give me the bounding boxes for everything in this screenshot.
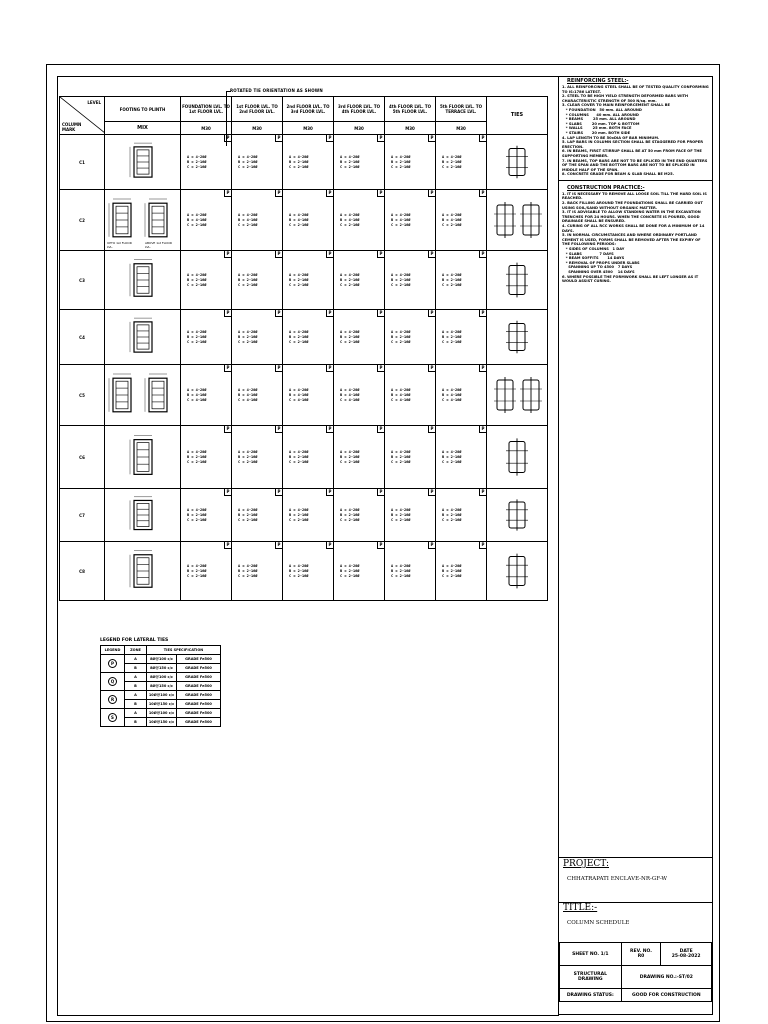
reinforcement-cell: [181, 489, 232, 542]
corner-level-label: LEVEL: [87, 100, 101, 105]
column-section-drawing: [105, 251, 181, 310]
tie-legend-tag: P: [377, 135, 384, 142]
tie-detail-drawing: [487, 542, 548, 601]
reinforcement-cell: [334, 135, 385, 190]
reinforcement-cell: [385, 365, 436, 426]
legend-symbol: [101, 655, 125, 673]
reinforcement-text: A = 4-20Ø B = 2-16Ø C = 2-16Ø: [442, 272, 462, 287]
tie-legend-tag: P: [224, 365, 231, 372]
tie-legend-tag: P: [326, 251, 333, 258]
reinforcement-cell: [232, 310, 283, 365]
tie-legend-tag: P: [275, 542, 282, 549]
column-section-drawing: [105, 135, 181, 190]
reinforcement-cell: [283, 310, 334, 365]
reinforcement-text: A = 4-20Ø B = 4-16Ø C = 4-16Ø: [340, 387, 360, 402]
reinforcement-cell: [232, 251, 283, 310]
structural-drawing-label: STRUCTURAL DRAWING: [560, 966, 622, 989]
reinforcement-cell: [436, 251, 487, 310]
reinforcement-text: A = 4-20Ø B = 2-16Ø C = 2-16Ø: [289, 154, 309, 169]
tie-legend-tag: P: [326, 426, 333, 433]
reinforcement-cell: [334, 310, 385, 365]
legend-cell: 8Ø@100 c/c: [147, 655, 177, 664]
legend-cell: 10Ø@150 c/c: [147, 718, 177, 727]
tie-legend-tag: P: [326, 190, 333, 197]
tie-legend-tag: P: [275, 251, 282, 258]
reinforcement-cell: [283, 190, 334, 251]
header-col-3: 2nd FLOOR LVL. TO 3rd FLOOR LVL.: [283, 97, 334, 122]
reinforcement-text: A = 4-20Ø B = 2-16Ø C = 2-16Ø: [187, 329, 207, 344]
reinforcement-text: A = 4-20Ø B = 4-16Ø C = 2-16Ø: [340, 212, 360, 227]
header-sub-1: M30: [181, 122, 232, 135]
reinforcement-cell: [436, 426, 487, 489]
tie-legend-tag: P: [377, 365, 384, 372]
tie-legend-tag: P: [224, 251, 231, 258]
tie-legend-tag: P: [275, 489, 282, 496]
reinforcement-text: A = 4-20Ø B = 2-16Ø C = 2-16Ø: [442, 507, 462, 522]
reinforcement-text: A = 4-20Ø B = 2-16Ø C = 2-16Ø: [238, 563, 258, 578]
tie-orientation-callout: ROTATED TIE ORIENTATION AS SHOWN: [230, 88, 323, 93]
schedule-row: [60, 542, 548, 601]
reinforcement-cell: [436, 365, 487, 426]
tie-legend-tag: P: [326, 542, 333, 549]
tie-legend-tag: P: [377, 426, 384, 433]
tie-legend-tag: P: [224, 135, 231, 142]
tie-legend-tag: P: [224, 542, 231, 549]
column-mark: C2: [60, 190, 105, 251]
header-col-7: TIES: [487, 97, 548, 135]
project-section: [559, 858, 712, 903]
reinforcing-steel-notes: 1. ALL REINFORCING STEEL SHALL BE OF TESTED QUALITY CONFORMING TO IS:1786 LATEST. 2. STEEL TO BE HIGH YIELD STRENGTH DEFORMED BARS WITH CHARACTERISTIC STRENGTH OF 500 N/sq. mm. 3. CLEAR COVER TO MAIN REINFORCEMENT SHALL BE * FOUNDATION 50 mm. ALL AROUND * COLUMNS 40 mm. ALL AROUND * BEAMS 25 mm. ALL AROUND * SLABS 20 mm. TOP & BOTTOM * WALLS 25 mm. BOTH FACE * STAIRS 20 mm. BOTH SIDE 4. LAP LENGTH TO BE 50xDIA OF BAR MINIMUM. 5. LAP BARS IN COLUMN SECTION SHALL BE STAGGERED FOR PROPER ERECTION. 6. IN BEAMS, FIRST STIRRUP SHALL BE AT 50 mm FROM FACE OF THE SUPPORTING MEMBER. 7. IN BEAMS, TOP BARS ARE NOT TO BE SPLICED IN THE END QUARTERS OF THE SPAN AND THE BOTTOM BARS ARE NOT TO BE SPLICED IN MIDDLE HALF OF THE SPAN. 8. CONCRETE GRADE FOR BEAM & SLAB SHALL BE M25.: [562, 85, 709, 177]
c2-note-lower: UPTO 1st FLOOR LVL.: [107, 241, 132, 249]
reinforcement-text: A = 4-20Ø B = 2-16Ø C = 2-16Ø: [391, 329, 411, 344]
reinforcement-text: A = 4-20Ø B = 2-16Ø C = 2-16Ø: [238, 507, 258, 522]
reinforcement-cell: [436, 135, 487, 190]
reinforcement-text: A = 4-20Ø B = 2-16Ø C = 2-16Ø: [340, 507, 360, 522]
legend-header: LEGEND: [101, 646, 125, 655]
tie-detail-drawing: [487, 489, 548, 542]
legend-cell: A: [125, 691, 147, 700]
drawing-title: COLUMN SCHEDULE: [567, 920, 630, 926]
tie-legend-tag: P: [275, 365, 282, 372]
header-sub-0: MIX: [105, 122, 181, 135]
reinforcement-text: A = 4-20Ø B = 2-16Ø C = 2-16Ø: [187, 563, 207, 578]
reinforcement-text: A = 4-20Ø B = 4-16Ø C = 2-16Ø: [187, 212, 207, 227]
tie-legend-tag: P: [224, 190, 231, 197]
legend-cell: GRADE Fe500: [177, 673, 221, 682]
reinforcement-cell: [181, 190, 232, 251]
tie-legend-tag: P: [428, 310, 435, 317]
project-label: PROJECT:: [563, 859, 609, 869]
tie-legend-tag: P: [428, 365, 435, 372]
title-block: [558, 857, 713, 1015]
tie-detail-drawing: [487, 365, 548, 426]
tie-legend-tag: P: [428, 190, 435, 197]
reinforcement-cell: [385, 426, 436, 489]
legend-cell: 8Ø@150 c/c: [147, 664, 177, 673]
reinforcement-cell: [181, 310, 232, 365]
legend-title: LEGEND FOR LATERAL TIES: [100, 638, 169, 643]
reinforcement-text: A = 4-20Ø B = 2-16Ø C = 2-16Ø: [391, 449, 411, 464]
tie-detail-drawing: [487, 190, 548, 251]
reinforcement-cell: [385, 190, 436, 251]
date-label: DATE: [679, 949, 693, 954]
reinforcement-cell: [181, 251, 232, 310]
project-name: CHHATRAPATI ENCLAVE-NR-GF-W: [567, 876, 668, 882]
reinforcement-text: A = 4-20Ø B = 2-16Ø C = 2-16Ø: [289, 329, 309, 344]
reinforcement-text: A = 4-20Ø B = 2-16Ø C = 2-16Ø: [238, 154, 258, 169]
header-sub-4: M30: [334, 122, 385, 135]
legend-cell: GRADE Fe500: [177, 709, 221, 718]
legend-cell: GRADE Fe500: [177, 718, 221, 727]
tie-legend-tag: P: [275, 310, 282, 317]
reinforcement-cell: [334, 542, 385, 601]
tie-legend-tag: P: [326, 365, 333, 372]
lateral-ties-legend: [100, 645, 221, 727]
reinforcement-text: A = 4-20Ø B = 2-16Ø C = 2-16Ø: [187, 154, 207, 169]
reinforcement-cell: [385, 251, 436, 310]
reinforcement-text: A = 4-20Ø B = 2-16Ø C = 2-16Ø: [187, 507, 207, 522]
column-section-drawing: [105, 190, 181, 251]
header-sub-5: M30: [385, 122, 436, 135]
legend-row: [101, 691, 221, 700]
reinforcement-text: A = 4-20Ø B = 2-16Ø C = 2-16Ø: [289, 507, 309, 522]
drawing-status-value: GOOD FOR CONSTRUCTION: [621, 989, 711, 1002]
legend-header: TIES SPECIFICATION: [147, 646, 221, 655]
reinforcement-cell: [334, 251, 385, 310]
reinforcement-text: A = 4-20Ø B = 2-16Ø C = 2-16Ø: [238, 272, 258, 287]
legend-row: [101, 655, 221, 664]
tie-detail-drawing: [487, 251, 548, 310]
legend-cell: 10Ø@100 c/c: [147, 691, 177, 700]
construction-practice-heading: CONSTRUCTION PRACTICE:-: [567, 184, 645, 191]
reinforcement-text: A = 4-20Ø B = 4-16Ø C = 2-16Ø: [442, 212, 462, 227]
reinforcement-cell: [181, 426, 232, 489]
corner-column-mark-label: COLUMN MARK: [62, 122, 82, 132]
c2-note-upper: ABOVE 1st FLOOR LVL.: [145, 241, 172, 249]
reinforcement-text: A = 4-20Ø B = 2-16Ø C = 2-16Ø: [442, 329, 462, 344]
reinforcing-steel-heading: REINFORCING STEEL:-: [567, 78, 629, 84]
reinforcement-cell: [181, 135, 232, 190]
legend-cell: GRADE Fe500: [177, 655, 221, 664]
reinforcement-text: A = 4-20Ø B = 4-16Ø C = 4-16Ø: [187, 387, 207, 402]
header-sub-2: M30: [232, 122, 283, 135]
legend-cell: GRADE Fe500: [177, 664, 221, 673]
legend-symbol: [101, 709, 125, 727]
legend-cell: GRADE Fe500: [177, 691, 221, 700]
drawing-status-label: DRAWING STATUS:: [560, 989, 622, 1002]
reinforcement-cell: [232, 190, 283, 251]
general-notes-panel: [558, 76, 713, 858]
tie-legend-tag: P: [479, 310, 486, 317]
reinforcement-cell: [334, 426, 385, 489]
reinforcement-text: A = 4-20Ø B = 4-16Ø C = 2-16Ø: [391, 212, 411, 227]
reinforcement-text: A = 4-20Ø B = 4-16Ø C = 2-16Ø: [289, 212, 309, 227]
reinforcement-cell: [385, 542, 436, 601]
reinforcement-cell: [283, 135, 334, 190]
legend-symbol-circle: R: [108, 695, 117, 704]
tie-legend-tag: P: [275, 426, 282, 433]
tie-legend-tag: P: [428, 135, 435, 142]
legend-symbol-circle: S: [108, 713, 117, 722]
tie-legend-tag: P: [479, 365, 486, 372]
schedule-row: [60, 365, 548, 426]
reinforcement-text: A = 4-20Ø B = 2-16Ø C = 2-16Ø: [238, 329, 258, 344]
reinforcement-cell: [436, 190, 487, 251]
legend-cell: 10Ø@100 c/c: [147, 709, 177, 718]
reinforcement-text: A = 4-20Ø B = 2-16Ø C = 2-16Ø: [340, 329, 360, 344]
title-block-grid: [559, 942, 712, 1002]
legend-symbol-circle: P: [108, 659, 117, 668]
legend-cell: B: [125, 664, 147, 673]
tie-legend-tag: P: [428, 251, 435, 258]
reinforcement-cell: [385, 310, 436, 365]
reinforcement-cell: [385, 135, 436, 190]
schedule-row: [60, 190, 548, 251]
header-sub-6: M30: [436, 122, 487, 135]
reinforcement-cell: [334, 489, 385, 542]
legend-row: [101, 673, 221, 682]
legend-cell: B: [125, 682, 147, 691]
legend-cell: 8Ø@150 c/c: [147, 682, 177, 691]
reinforcement-text: A = 4-20Ø B = 2-16Ø C = 2-16Ø: [391, 154, 411, 169]
legend-cell: B: [125, 718, 147, 727]
header-col-2: 1st FLOOR LVL. TO 2nd FLOOR LVL.: [232, 97, 283, 122]
tie-legend-tag: P: [326, 489, 333, 496]
reinforcement-cell: [232, 365, 283, 426]
column-mark: C3: [60, 251, 105, 310]
column-mark: C8: [60, 542, 105, 601]
header-sub-3: M30: [283, 122, 334, 135]
reinforcement-text: A = 4-20Ø B = 4-16Ø C = 4-16Ø: [391, 387, 411, 402]
construction-practice-notes: 1. IT IS NECESSARY TO REMOVE ALL LOOSE SOIL TILL THE HARD SOIL IS REACHED. 2. BACK FILLING AROUND THE FOUNDATIONS SHALL BE CARRIED OUT USING SOIL/SAND WITHOUT ORGANIC MATTER. 3. IT IS ADVISABLE TO ALLOW STANDING WATER IN THE EXCAVATION TRENCHES FOR 24 HOURS. WHEN THE CONCRETE IS POURED, GOOD DRAINAGE SHALL BE ENSURED. 4. CURING OF ALL RCC WORKS SHALL BE DONE FOR A MINIMUM OF 14 DAYS. 5. IN NORMAL CIRCUMSTANCES AND WHERE ORDINARY PORTLAND CEMENT IS USED, FORMS SHALL BE REMOVED AFTER THE EXPIRY OF THE FOLLOWING PERIODS: * SIDES OF COLUMNS 1 DAY * SLABS 7 DAYS * BEAM SOFFITS 14 DAYS * REMOVAL OF PROPS UNDER SLABS SPANNING UP TO 4500 7 DAYS SPANNING OVER 4500 14 DAYS 6. WHERE POSSIBLE THE FORMWORK SHALL BE LEFT LONGER AS IT WOULD ASSIST CURING.: [562, 191, 707, 284]
legend-cell: B: [125, 700, 147, 709]
legend-symbol: [101, 691, 125, 709]
reinforcement-text: A = 4-20Ø B = 2-16Ø C = 2-16Ø: [187, 272, 207, 287]
reinforcement-text: A = 4-20Ø B = 2-16Ø C = 2-16Ø: [238, 449, 258, 464]
tie-detail-drawing: [487, 135, 548, 190]
schedule-row: [60, 426, 548, 489]
notes-divider: [559, 180, 712, 181]
tie-legend-tag: P: [479, 542, 486, 549]
header-col-0: FOOTING TO PLINTH: [105, 97, 181, 122]
reinforcement-cell: [283, 251, 334, 310]
header-col-4: 3rd FLOOR LVL. TO 4th FLOOR LVL.: [334, 97, 385, 122]
legend-cell: A: [125, 709, 147, 718]
legend-cell: A: [125, 673, 147, 682]
column-section-drawing: [105, 489, 181, 542]
rev-label: REV. NO.: [630, 949, 652, 954]
legend-symbol-circle: Q: [108, 677, 117, 686]
reinforcement-cell: [283, 365, 334, 426]
tie-legend-tag: P: [377, 251, 384, 258]
legend-cell: GRADE Fe500: [177, 700, 221, 709]
schedule-row: [60, 135, 548, 190]
legend-row: [101, 709, 221, 718]
reinforcement-cell: [181, 542, 232, 601]
title-section: [559, 902, 712, 943]
reinforcement-cell: [436, 542, 487, 601]
reinforcement-cell: [334, 365, 385, 426]
reinforcement-cell: [232, 489, 283, 542]
tie-legend-tag: P: [428, 542, 435, 549]
reinforcement-text: A = 4-20Ø B = 2-16Ø C = 2-16Ø: [340, 154, 360, 169]
date-cell: [661, 943, 712, 966]
legend-cell: A: [125, 655, 147, 664]
column-section-drawing: [105, 365, 181, 426]
reinforcement-text: A = 4-20Ø B = 2-16Ø C = 2-16Ø: [289, 449, 309, 464]
reinforcement-cell: [283, 489, 334, 542]
column-mark: C1: [60, 135, 105, 190]
column-mark: C6: [60, 426, 105, 489]
rev-number: R0: [637, 954, 645, 959]
reinforcement-cell: [232, 135, 283, 190]
reinforcement-text: A = 4-20Ø B = 2-16Ø C = 2-16Ø: [391, 507, 411, 522]
reinforcement-cell: [181, 365, 232, 426]
reinforcement-text: A = 4-20Ø B = 2-16Ø C = 2-16Ø: [442, 563, 462, 578]
revision-cell: [621, 943, 661, 966]
legend-cell: 8Ø@100 c/c: [147, 673, 177, 682]
tie-legend-tag: P: [377, 310, 384, 317]
tie-legend-tag: P: [377, 489, 384, 496]
schedule-row: [60, 489, 548, 542]
column-mark: C5: [60, 365, 105, 426]
tie-legend-tag: P: [428, 489, 435, 496]
header-col-1: FOUNDATION LVL. TO 1st FLOOR LVL.: [181, 97, 232, 122]
reinforcement-cell: [385, 489, 436, 542]
reinforcement-cell: [436, 310, 487, 365]
column-mark: C7: [60, 489, 105, 542]
reinforcement-cell: [334, 190, 385, 251]
tie-legend-tag: P: [224, 310, 231, 317]
tie-legend-tag: P: [326, 310, 333, 317]
reinforcement-text: A = 4-20Ø B = 2-16Ø C = 2-16Ø: [340, 272, 360, 287]
reinforcement-text: A = 4-20Ø B = 2-16Ø C = 2-16Ø: [442, 449, 462, 464]
legend-header: ZONE: [125, 646, 147, 655]
schedule-row: [60, 251, 548, 310]
reinforcement-cell: [283, 426, 334, 489]
tie-detail-drawing: [487, 426, 548, 489]
reinforcement-text: A = 4-20Ø B = 2-16Ø C = 2-16Ø: [391, 563, 411, 578]
reinforcement-cell: [232, 542, 283, 601]
drawing-number: DRAWING NO.:-ST/02: [621, 966, 711, 989]
legend-symbol: [101, 673, 125, 691]
tie-legend-tag: P: [428, 426, 435, 433]
tie-legend-tag: P: [275, 135, 282, 142]
schedule-row: [60, 310, 548, 365]
title-label: TITLE:-: [563, 903, 598, 913]
reinforcement-text: A = 4-20Ø B = 4-16Ø C = 4-16Ø: [442, 387, 462, 402]
tie-legend-tag: P: [377, 190, 384, 197]
sheet-number: SHEET NO. 1/1: [560, 943, 622, 966]
tie-legend-tag: P: [479, 135, 486, 142]
column-mark: C4: [60, 310, 105, 365]
reinforcement-cell: [232, 426, 283, 489]
column-section-drawing: [105, 426, 181, 489]
reinforcement-text: A = 4-20Ø B = 4-16Ø C = 4-16Ø: [238, 387, 258, 402]
tie-legend-tag: P: [326, 135, 333, 142]
corner-cell: [60, 97, 105, 135]
reinforcement-cell: [436, 489, 487, 542]
header-col-5: 4th FLOOR LVL. TO 5th FLOOR LVL.: [385, 97, 436, 122]
column-section-drawing: [105, 310, 181, 365]
tie-legend-tag: P: [377, 542, 384, 549]
reinforcement-text: A = 4-20Ø B = 2-16Ø C = 2-16Ø: [391, 272, 411, 287]
reinforcement-text: A = 4-20Ø B = 2-16Ø C = 2-16Ø: [340, 449, 360, 464]
reinforcement-text: A = 4-20Ø B = 4-16Ø C = 2-16Ø: [238, 212, 258, 227]
tie-legend-tag: P: [479, 251, 486, 258]
header-col-6: 5th FLOOR LVL. TO TERRACE LVL.: [436, 97, 487, 122]
tie-legend-tag: P: [224, 426, 231, 433]
date-value: 25-08-2022: [671, 954, 701, 959]
tie-detail-drawing: [487, 310, 548, 365]
tie-legend-tag: P: [479, 489, 486, 496]
column-schedule-table: [59, 96, 548, 601]
column-section-drawing: [105, 542, 181, 601]
reinforcement-cell: [283, 542, 334, 601]
reinforcement-text: A = 4-20Ø B = 2-16Ø C = 2-16Ø: [340, 563, 360, 578]
legend-cell: GRADE Fe500: [177, 682, 221, 691]
reinforcement-text: A = 4-20Ø B = 2-16Ø C = 2-16Ø: [442, 154, 462, 169]
tie-legend-tag: P: [479, 190, 486, 197]
tie-legend-tag: P: [224, 489, 231, 496]
reinforcement-text: A = 4-20Ø B = 4-16Ø C = 4-16Ø: [289, 387, 309, 402]
tie-legend-tag: P: [275, 190, 282, 197]
reinforcement-text: A = 4-20Ø B = 2-16Ø C = 2-16Ø: [187, 449, 207, 464]
reinforcement-text: A = 4-20Ø B = 2-16Ø C = 2-16Ø: [289, 272, 309, 287]
reinforcement-text: A = 4-20Ø B = 2-16Ø C = 2-16Ø: [289, 563, 309, 578]
legend-cell: 10Ø@150 c/c: [147, 700, 177, 709]
tie-legend-tag: P: [479, 426, 486, 433]
